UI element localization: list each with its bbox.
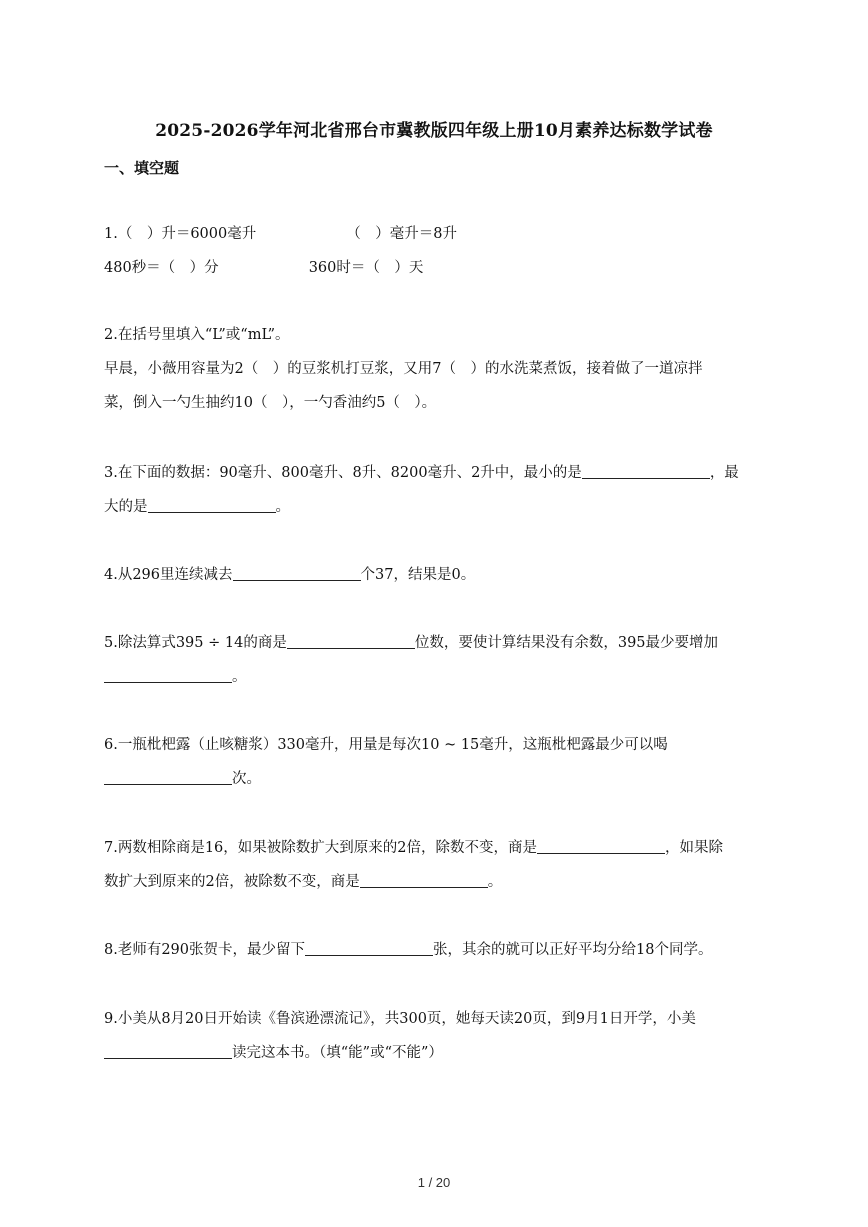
q6-text-2: 次。 bbox=[232, 771, 261, 787]
q2-line-2: 早晨，小薇用容量为2（ ）的豆浆机打豆浆，又用7（ ）的水洗菜煮饭，接着做了一道凉拌 bbox=[104, 361, 703, 377]
q2-line-3: 菜，倒入一勺生抽约10（ ），一勺香油约5（ ）。 bbox=[104, 395, 437, 411]
q7-text-2: ，如果除 bbox=[665, 840, 724, 856]
question-1 bbox=[104, 217, 764, 285]
q5-text-2: 位数，要使计算结果没有余数，395最少要增加 bbox=[414, 635, 719, 651]
question-9 bbox=[104, 1002, 764, 1070]
q4-text-2: 个37，结果是0。 bbox=[360, 567, 476, 583]
question-7 bbox=[104, 831, 764, 899]
q3-text-2: ，最 bbox=[709, 465, 739, 481]
answer-blank[interactable] bbox=[582, 458, 710, 479]
q6-text-1: 6.一瓶枇杷露（止咳糖浆）330毫升，用量是每次10 ~ 15毫升，这瓶枇杷露最少可以喝 bbox=[104, 737, 668, 753]
q9-text-2: 读完这本书。（填“能”或“不能”） bbox=[232, 1045, 443, 1061]
question-3 bbox=[104, 456, 764, 524]
q7-text-4: 。 bbox=[487, 874, 503, 890]
answer-blank[interactable] bbox=[287, 628, 415, 649]
answer-blank[interactable] bbox=[233, 560, 361, 581]
q1-part-b: （ ）毫升＝8升 bbox=[346, 226, 457, 242]
q5-text-3: 。 bbox=[232, 669, 247, 685]
q5-text-1: 5.除法算式395 ÷ 14的商是 bbox=[104, 635, 287, 651]
question-8 bbox=[104, 933, 764, 967]
q7-text-3: 数扩大到原来的2倍，被除数不变，商是 bbox=[104, 874, 360, 890]
answer-blank[interactable] bbox=[537, 833, 665, 854]
question-5 bbox=[104, 626, 764, 694]
answer-blank[interactable] bbox=[360, 867, 488, 888]
q8-text-2: 张，其余的就可以正好平均分给18个同学。 bbox=[433, 942, 713, 958]
q8-text-1: 8.老师有290张贺卡，最少留下 bbox=[104, 942, 306, 958]
answer-blank[interactable] bbox=[148, 492, 276, 513]
question-4 bbox=[104, 558, 764, 592]
q3-text-1: 3.在下面的数据：90毫升、800毫升、8升、8200毫升、2升中，最小的是 bbox=[104, 465, 582, 481]
q3-text-4: 。 bbox=[275, 499, 290, 515]
q1-part-d: 360时＝（ ）天 bbox=[308, 260, 424, 276]
q4-text-1: 4.从296里连续减去 bbox=[104, 567, 233, 583]
q2-line-1: 2.在括号里填入“L”或“mL”。 bbox=[104, 327, 290, 343]
question-2 bbox=[104, 318, 764, 420]
answer-blank[interactable] bbox=[104, 764, 232, 785]
q1-part-a: 1.（ ）升＝6000毫升 bbox=[104, 226, 257, 242]
answer-blank[interactable] bbox=[104, 1038, 232, 1059]
page-title: 2025-2026学年河北省邢台市冀教版四年级上册10月素养达标数学试卷 bbox=[155, 121, 713, 141]
answer-blank[interactable] bbox=[305, 935, 433, 956]
section-heading: 一、填空题 bbox=[104, 159, 180, 177]
q9-text-1: 9.小美从8月20日开始读《鲁滨逊漂流记》，共300页，她每天读20页，到9月1日开学，小美 bbox=[104, 1011, 696, 1027]
q1-part-c: 480秒＝（ ）分 bbox=[104, 260, 219, 276]
q3-text-3: 大的是 bbox=[104, 499, 148, 515]
question-6 bbox=[104, 728, 764, 796]
answer-blank[interactable] bbox=[104, 662, 232, 683]
page-number: 1 / 20 bbox=[417, 1175, 451, 1190]
q7-text-1: 7.两数相除商是16，如果被除数扩大到原来的2倍，除数不变，商是 bbox=[104, 840, 538, 856]
